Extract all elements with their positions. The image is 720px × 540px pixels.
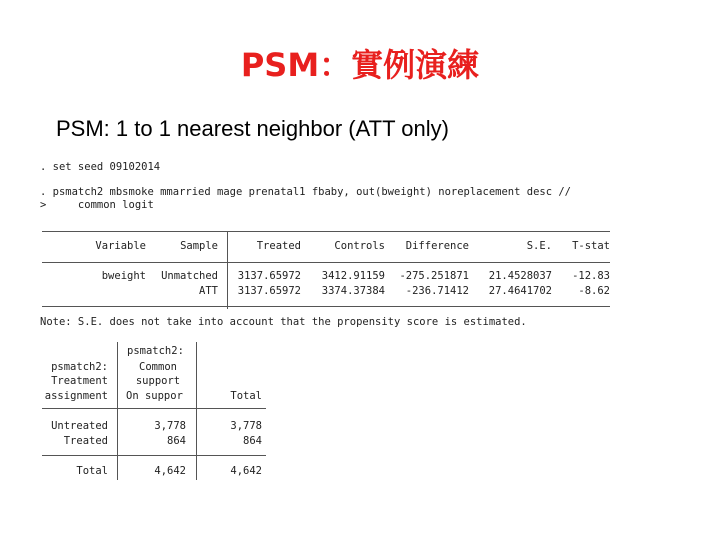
row-label: Total — [76, 465, 108, 477]
table-rule-vertical — [227, 231, 228, 309]
cell-tstat: -12.83 — [572, 270, 610, 282]
col-header-line: psmatch2: — [127, 345, 184, 357]
col-header-line: Common — [139, 361, 177, 373]
row-header-line: Treatment — [51, 375, 108, 387]
table-rule-bottom — [42, 306, 610, 307]
cell-total: 4,642 — [230, 465, 262, 477]
cell-treated: 3137.65972 — [237, 270, 301, 282]
table-rule-vertical — [117, 342, 118, 480]
cell-total: 864 — [243, 435, 262, 447]
cell-sample: Unmatched — [161, 270, 218, 282]
cell-difference: -275.251871 — [399, 270, 469, 282]
table-note: Note: S.E. does not take into account that the propensity score is estimated. — [40, 316, 527, 328]
col-header-line: On suppor — [126, 390, 183, 402]
col-header-total: Total — [230, 390, 262, 402]
table-rule-header — [42, 262, 610, 263]
header-sample: Sample — [180, 240, 218, 252]
cell-variable: bweight — [101, 270, 146, 282]
row-header-line: psmatch2: — [51, 361, 108, 373]
row-label: Treated — [63, 435, 108, 447]
cell-difference: -236.71412 — [405, 285, 469, 297]
slide-subtitle: PSM: 1 to 1 nearest neighbor (ATT only) — [56, 116, 449, 141]
cell-total: 3,778 — [230, 420, 262, 432]
row-header-line: assignment — [44, 390, 108, 402]
cell-tstat: -8.62 — [578, 285, 610, 297]
table-rule-total — [42, 455, 266, 456]
cell-on-support: 3,778 — [154, 420, 186, 432]
table-rule-top — [42, 231, 610, 232]
header-difference: Difference — [405, 240, 469, 252]
col-header-line: support — [135, 375, 181, 387]
cell-se: 21.4528037 — [488, 270, 552, 282]
table-rule-vertical — [196, 342, 197, 480]
slide-title: PSM：實例演練 — [240, 46, 480, 84]
command-line-3: > common logit — [40, 199, 154, 211]
header-se: S.E. — [526, 240, 552, 252]
cell-on-support: 864 — [167, 435, 186, 447]
command-line-2: . psmatch2 mbsmoke mmarried mage prenatal1 fbaby, out(bweight) noreplacement desc // — [40, 186, 572, 198]
cell-on-support: 4,642 — [154, 465, 186, 477]
cell-treated: 3137.65972 — [237, 285, 301, 297]
header-tstat: T-stat — [572, 240, 610, 252]
header-controls: Controls — [334, 240, 385, 252]
cell-sample: ATT — [199, 285, 218, 297]
command-line-1: . set seed 09102014 — [40, 161, 161, 173]
cell-controls: 3374.37384 — [321, 285, 385, 297]
table-rule-header — [42, 408, 266, 409]
header-variable: Variable — [95, 240, 146, 252]
cell-se: 27.4641702 — [488, 285, 552, 297]
cell-controls: 3412.91159 — [321, 270, 385, 282]
row-label: Untreated — [51, 420, 108, 432]
header-treated: Treated — [256, 240, 301, 252]
